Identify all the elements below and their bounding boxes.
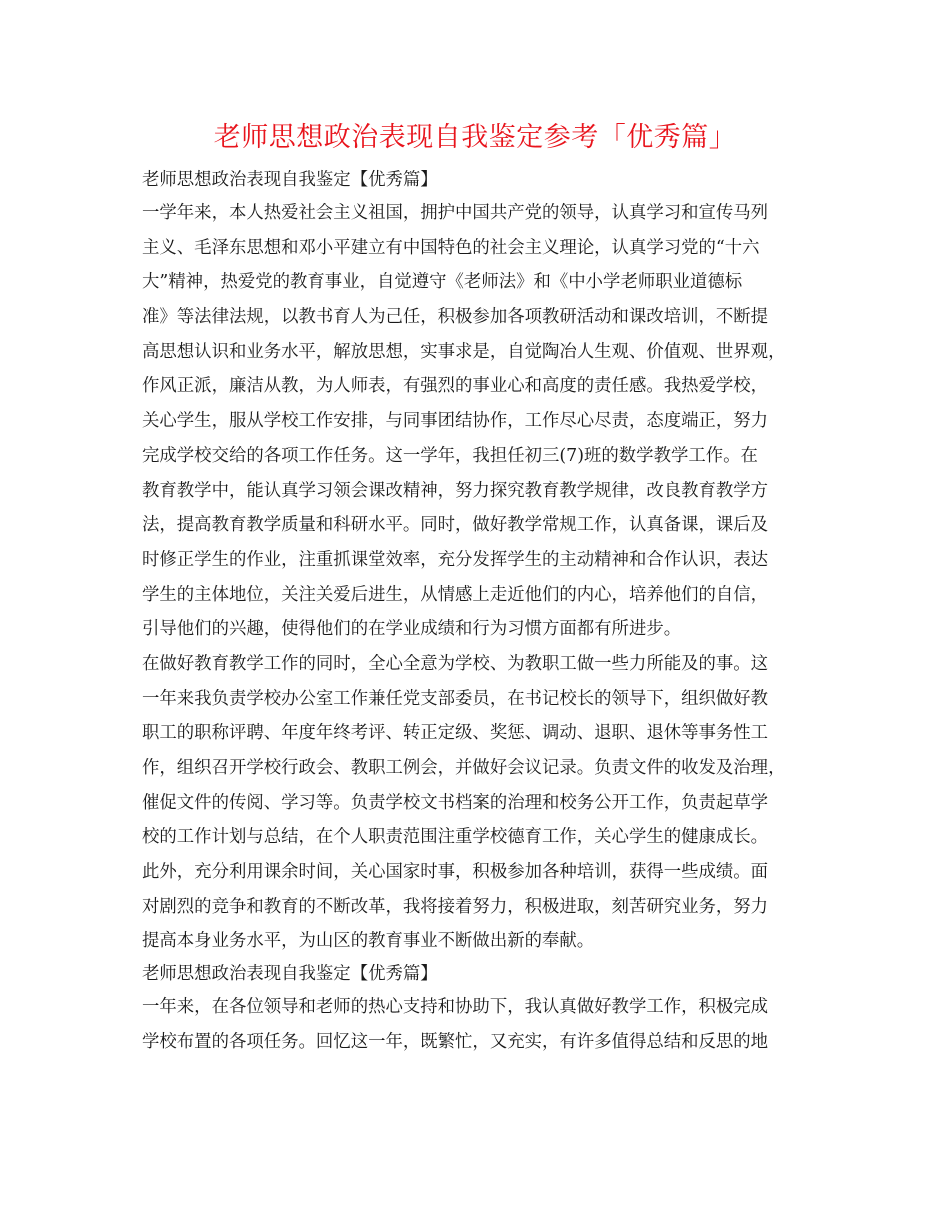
body-line: 职工的职称评聘、年度年终考评、转正定级、奖惩、调动、退职、退休等事务性工	[142, 723, 769, 744]
body-line: 一学年来，本人热爱社会主义祖国，拥护中国共产党的领导，认真学习和宣传马列	[142, 203, 769, 223]
body-line: 学生的主体地位，关注关爱后进生，从情感上走近他们的内心，培养他们的自信，	[142, 584, 769, 605]
body-line: 一年来，在各位领导和老师的热心支持和协助下，我认真做好教学工作，积极完成	[142, 997, 769, 1018]
section-heading: 老师思想政治表现自我鉴定【优秀篇】	[142, 964, 438, 985]
body-line: 催促文件的传阅、学习等。负责学校文书档案的治理和校务公开工作，负责起草学	[142, 792, 769, 813]
document-body	[142, 165, 822, 1060]
body-line: 学校布置的各项任务。回忆这一年，既繁忙，又充实，有许多值得总结和反思的地	[142, 1031, 769, 1052]
section-heading: 老师思想政治表现自我鉴定【优秀篇】	[142, 170, 438, 190]
body-line: 对剧烈的竞争和教育的不断改革，我将接着努力，积极进取，刻苦研究业务，努力	[142, 896, 769, 917]
document-title: 老师思想政治表现自我鉴定参考「优秀篇」	[213, 122, 737, 153]
body-line: 作，组织召开学校行政会、教职工例会，并做好会议记录。负责文件的收发及治理，	[142, 758, 786, 778]
body-line: 法，提高教育教学质量和科研水平。同时，做好教学常规工作，认真备课，课后及	[142, 515, 769, 536]
body-line: 教育教学中，能认真学习领会课改精神，努力探究教育教学规律，改良教育教学方	[142, 480, 769, 501]
body-line: 校的工作计划与总结，在个人职责范围注重学校德育工作，关心学生的健康成长。	[142, 827, 769, 848]
body-line: 高思想认识和业务水平，解放思想，实事求是，自觉陶冶人生观、价值观、世界观，	[142, 341, 786, 362]
body-line: 完成学校交给的各项工作任务。这一学年，我担任初三(7)班的数学教学工作。在	[142, 445, 758, 466]
body-line: 时修正学生的作业，注重抓课堂效率，充分发挥学生的主动精神和合作认识，表达	[142, 549, 769, 570]
body-line: 提高本身业务水平，为山区的教育事业不断做出新的奉献。	[142, 931, 595, 952]
body-line: 大”精神，热爱党的教育事业，自觉遵守《老师法》和《中小学老师职业道德标	[142, 272, 743, 293]
body-line: 此外，充分利用课余时间，关心国家时事，积极参加各种培训，获得一些成绩。面	[142, 862, 769, 883]
body-line: 准》等法律法规，以教书育人为己任，积极参加各项教研活动和课改培训，不断提	[142, 307, 769, 328]
body-line: 作风正派，廉洁从教，为人师表，有强烈的事业心和高度的责任感。我热爱学校，	[142, 376, 769, 397]
body-line: 引导他们的兴趣，使得他们的在学业成绩和行为习惯方面都有所进步。	[142, 619, 682, 640]
body-line: 关心学生，服从学校工作安排，与同事团结协作，工作尽心尽责，态度端正，努力	[142, 411, 769, 432]
body-line: 在做好教育教学工作的同时，全心全意为学校、为教职工做一些力所能及的事。这	[142, 653, 769, 674]
body-line: 主义、毛泽东思想和邓小平建立有中国特色的社会主义理论，认真学习党的“十六	[142, 237, 760, 258]
body-line: 一年来我负责学校办公室工作兼任党支部委员，在书记校长的领导下，组织做好教	[142, 688, 769, 709]
